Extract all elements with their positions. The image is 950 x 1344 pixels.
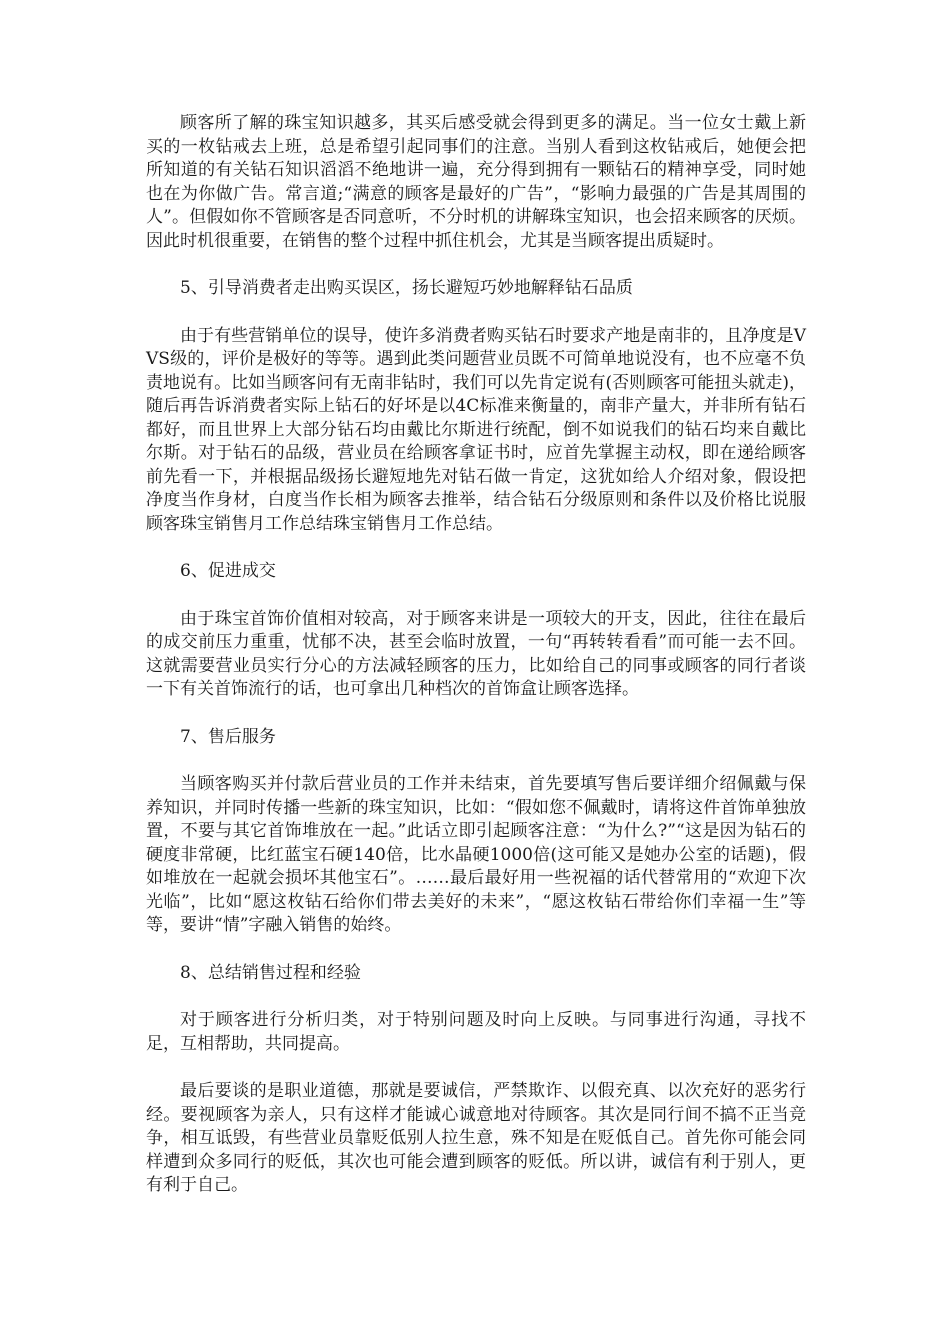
section-heading-7: 7、售后服务 <box>180 726 276 747</box>
section-heading-5: 5、引导消费者走出购买误区，扬长避短巧妙地解释钻石品质 <box>180 278 633 298</box>
section-heading-6: 6、促进成交 <box>180 561 276 581</box>
paragraph-customer-knowledge: 顾客所了解的珠宝知识越多，其买后感受就会得到更多的满足。当一位女士戴上新买的一枚钻戒去上班，总是希望引起同事们的注意。当别人看到这枚钻戒后，她便会把所知道的有关钻石知识滔滔不绝地讲一遍，充分得到拥有一颗钻石的精神享受，同时她也在为你做广告。常言道;“满意的顾客是最好的广告”，“影响力最强的广告是其周围的人”。但假如你不管顾客是否同意听，不分时机的讲解珠宝知识，也会招来顾客的厌烦。因此时机很重要，在销售的整个过程中抓住机会，尤其是当顾客提出质疑时。 <box>146 113 806 251</box>
paragraph-diamond-quality: 由于有些营销单位的误导，使许多消费者购买钻石时要求产地是南非的，且净度是VVS级的，评价是极好的等等。遇到此类问题营业员既不可简单地说没有，也不应毫不负责地说有。比如当顾客问有无南非钻时，我们可以先肯定说有(否则顾客可能扭头就走)，随后再告诉消费者实际上钻石的好坏是以4C标准来衡量的，南非产量大，并非所有钻石都好，而且世界上大部分钻石均由戴比尔斯进行统配，倒不如说我们的钻石均来自戴比尔斯。对于钻石的品级，营业员在给顾客拿证书时，应首先掌握主动权，即在递给顾客前先看一下，并根据品级扬长避短地先对钻石做一肯定，这犹如给人介绍对象，假设把净度当作身材，白度当作长相为顾客去推举，结合钻石分级原则和条件以及价格比说服顾客珠宝销售月工作总结珠宝销售月工作总结。 <box>146 325 806 534</box>
paragraph-summary: 对于顾客进行分析归类，对于特别问题及时向上反映。与同事进行沟通，寻找不足，互相帮助，共同提高。 <box>146 1010 806 1054</box>
paragraph-ethics: 最后要谈的是职业道德，那就是要诚信，严禁欺诈、以假充真、以次充好的恶劣行经。要视顾客为亲人，只有这样才能诚心诚意地对待顾客。其次是同行间不搞不正当竞争，相互诋毁，有些营业员靠贬低别人拉生意，殊不知是在贬低自己。首先你可能会同样遭到众多同行的贬低，其次也可能会遭到顾客的贬低。所以讲，诚信有利于别人，更有利于自己。 <box>146 1081 806 1195</box>
section-heading-8: 8、总结销售过程和经验 <box>180 962 361 983</box>
document-body <box>146 112 806 1222</box>
paragraph-closing-deal: 由于珠宝首饰价值相对较高，对于顾客来讲是一项较大的开支，因此，往往在最后的成交前压力重重，忧郁不决，甚至会临时放置，一句“再转转看看”而可能一去不回。这就需要营业员实行分心的方法减轻顾客的压力，比如给自己的同事或顾客的同行者谈一下有关首饰流行的话，也可拿出几种档次的首饰盒让顾客选择。 <box>146 608 806 699</box>
paragraph-after-sales: 当顾客购买并付款后营业员的工作并未结束，首先要填写售后要详细介绍佩戴与保养知识，并同时传播一些新的珠宝知识，比如：“假如您不佩戴时，请将这件首饰单独放置，不要与其它首饰堆放在一起。”此话立即引起顾客注意：“为什么?”“这是因为钻石的硬度非常硬，比红蓝宝石硬140倍，比水晶硬1000倍(这可能又是她办公室的话题)，假如堆放在一起就会损坏其他宝石”。……最后最好用一些祝福的话代替常用的“欢迎下次光临”，比如“愿这枚钻石给你们带去美好的未来”，“愿这枚钻石带给你们幸福一生”等等，要讲“情”字融入销售的始终。 <box>146 774 806 935</box>
